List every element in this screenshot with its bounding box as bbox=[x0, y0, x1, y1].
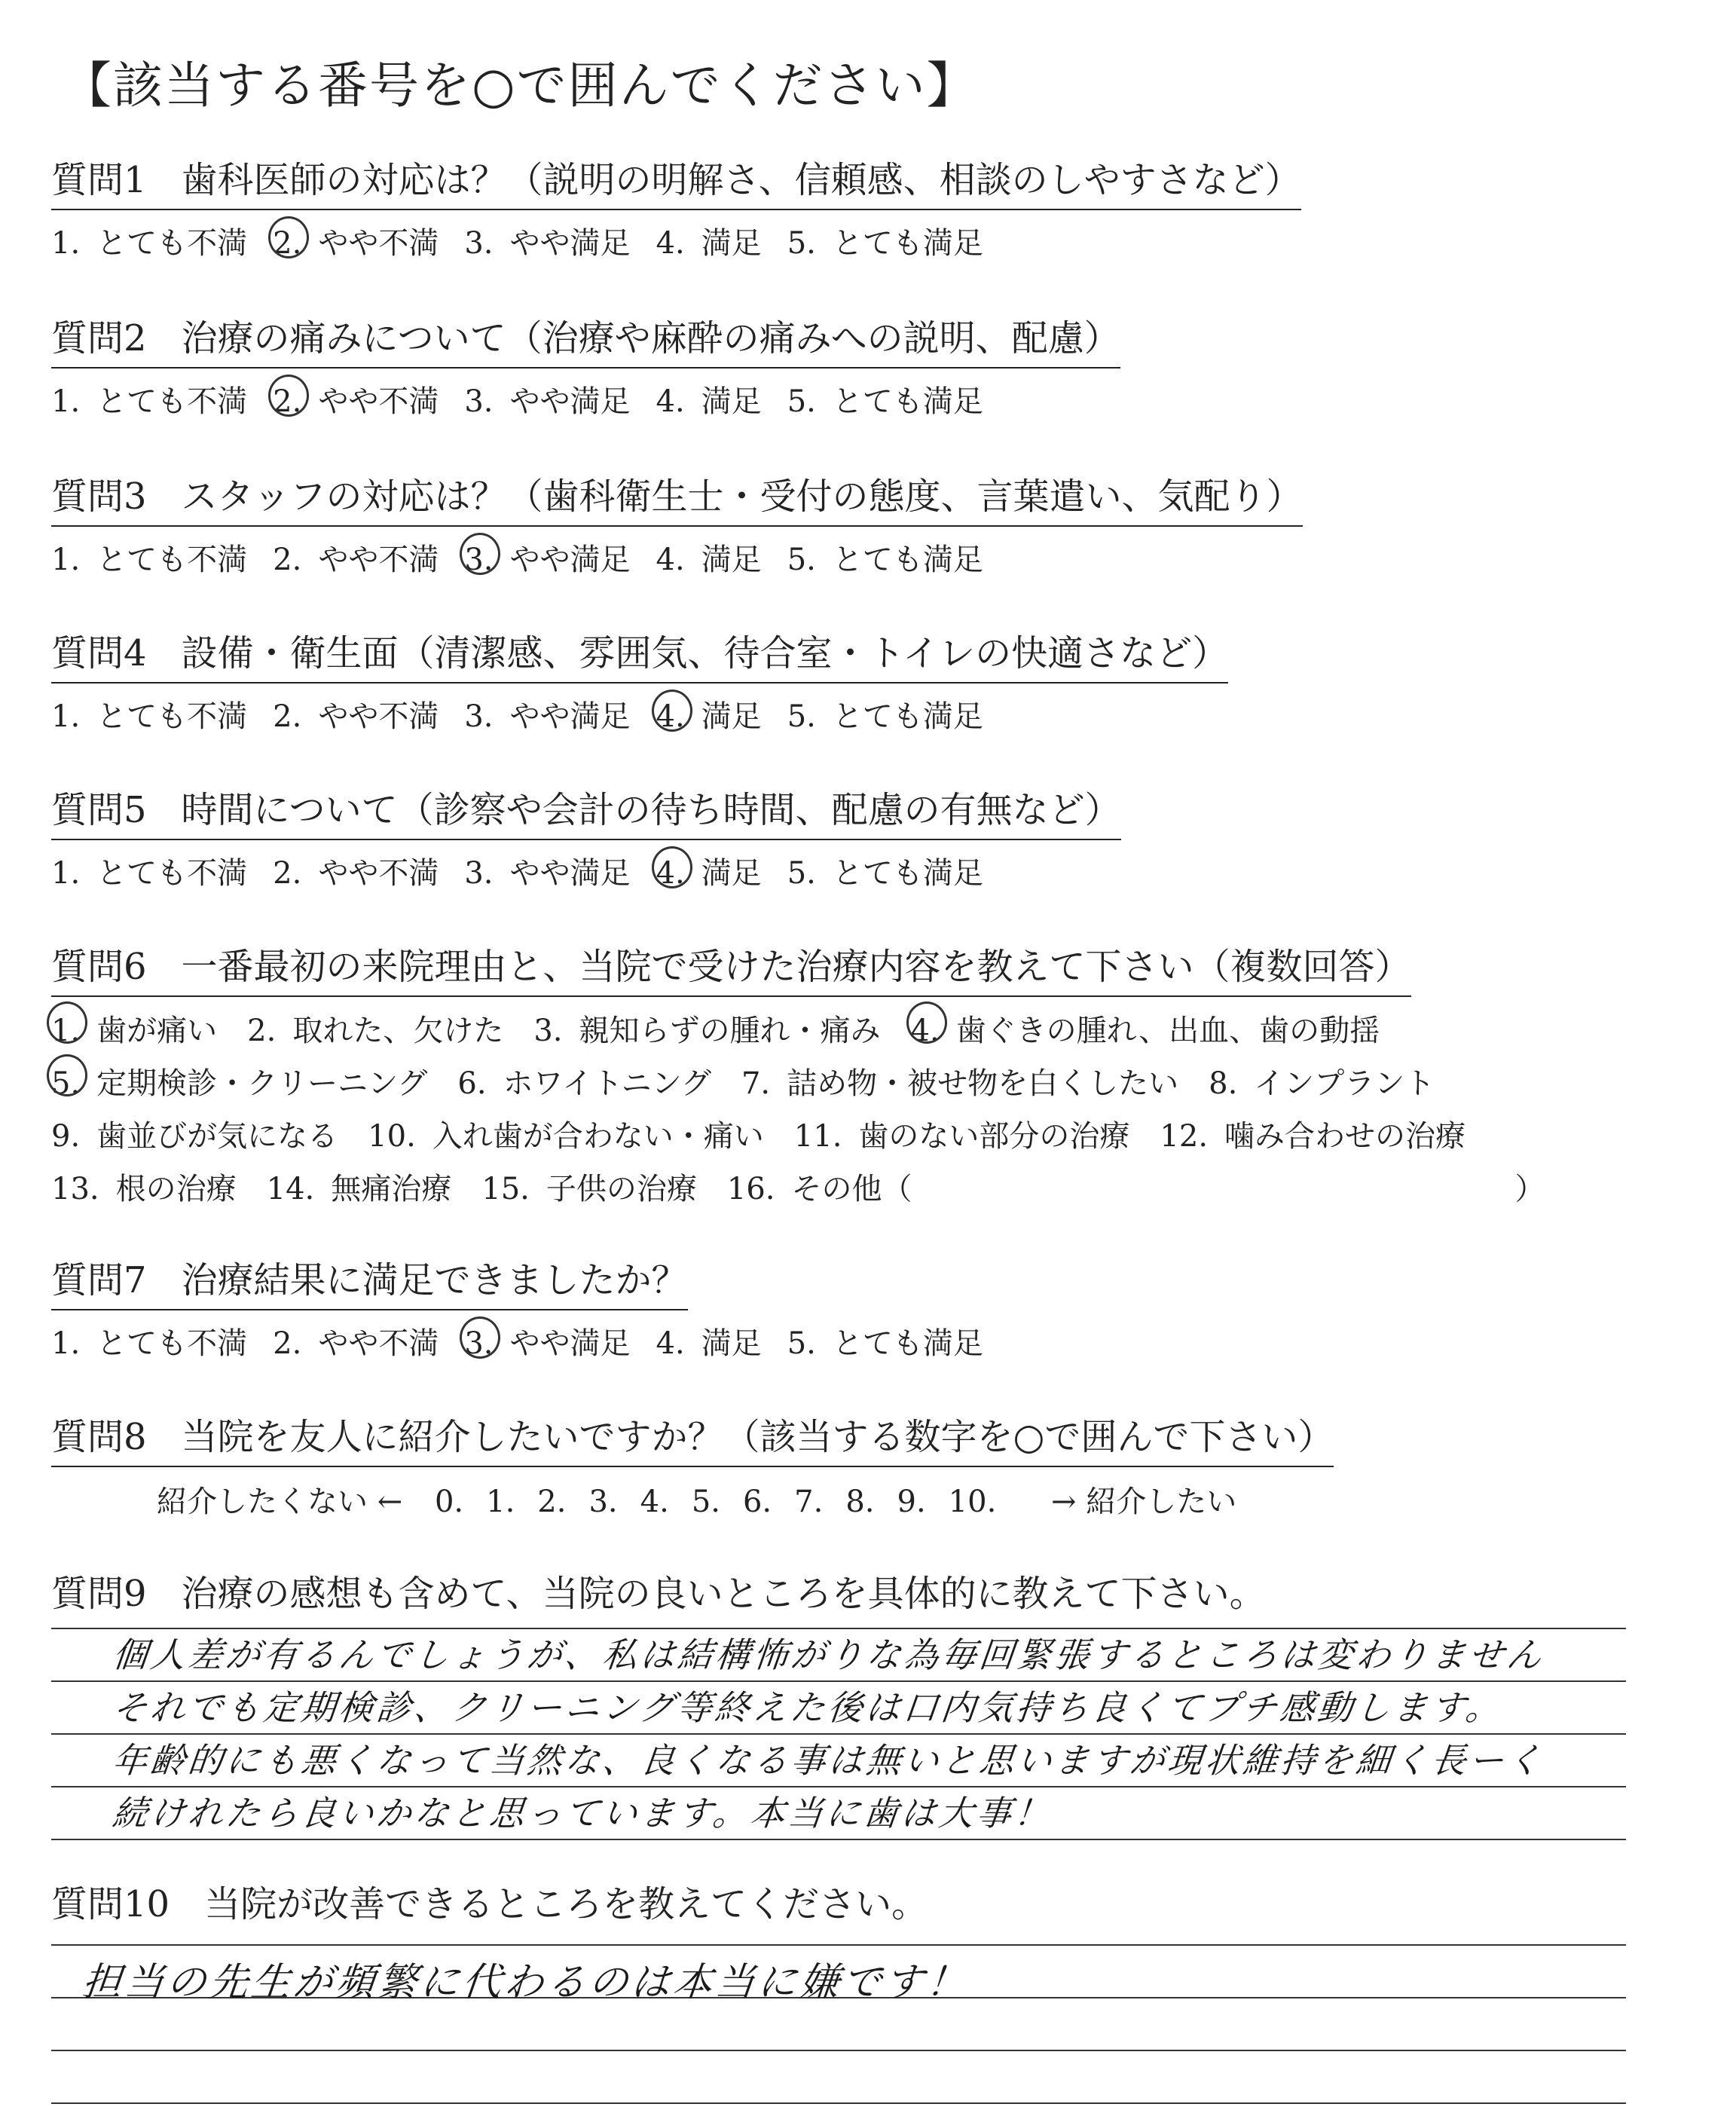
option-number: 4. bbox=[656, 856, 685, 891]
option-label: やや不満 bbox=[318, 384, 439, 419]
answer-option[interactable] bbox=[1209, 1057, 1435, 1110]
option-row bbox=[51, 1110, 1576, 1163]
question-title bbox=[51, 151, 1301, 210]
question-number: 質問6 bbox=[51, 946, 147, 988]
scale-right-label: → 紹介したい bbox=[1051, 1485, 1237, 1519]
answer-option[interactable] bbox=[51, 378, 247, 420]
option-number: 3. bbox=[464, 1326, 494, 1361]
option-number: 2. bbox=[273, 384, 302, 419]
option-label: 詰め物・被せ物を白くしたい bbox=[787, 1066, 1179, 1101]
option-label: やや不満 bbox=[318, 856, 439, 891]
option-number: 5. bbox=[787, 699, 816, 734]
option-number: 13. bbox=[51, 1172, 99, 1206]
question-8 bbox=[51, 1408, 1334, 1521]
option-number: 3. bbox=[464, 699, 494, 734]
handwritten-answer-line: 続けれたら良いかなと思っています。本当に歯は大事！ bbox=[110, 1793, 1054, 1833]
option-label: とても不満 bbox=[96, 699, 248, 734]
question-number: 質問5 bbox=[51, 789, 147, 831]
question-3 bbox=[51, 467, 1303, 579]
option-label: インプラント bbox=[1254, 1066, 1435, 1101]
option-number: 4. bbox=[656, 226, 685, 261]
option-number: 3. bbox=[464, 226, 494, 261]
option-number: 5. bbox=[787, 856, 816, 891]
answer-option[interactable] bbox=[368, 1110, 764, 1163]
scale-value[interactable]: 7. bbox=[794, 1485, 824, 1519]
question-6 bbox=[51, 937, 1576, 1216]
option-number: 5. bbox=[787, 1326, 816, 1361]
option-label: 満足 bbox=[701, 226, 762, 261]
option-label: 親知らずの腫れ・痛み bbox=[579, 1014, 881, 1048]
answer-option[interactable] bbox=[51, 1320, 247, 1362]
option-label: やや不満 bbox=[318, 1326, 439, 1361]
answer-option[interactable] bbox=[656, 536, 762, 579]
question-title bbox=[51, 1251, 688, 1310]
question-number: 質問7 bbox=[51, 1259, 147, 1301]
answer-options bbox=[51, 849, 1121, 892]
answer-option[interactable] bbox=[51, 1057, 427, 1110]
option-number: 3. bbox=[464, 856, 494, 891]
ruled-line bbox=[51, 1839, 1626, 1840]
option-label: とても不満 bbox=[96, 226, 248, 261]
option-number: 2. bbox=[273, 856, 302, 891]
option-label: ホワイトニング bbox=[503, 1066, 711, 1101]
answer-option[interactable] bbox=[794, 1110, 1130, 1163]
question-title bbox=[51, 1408, 1334, 1467]
question-text: 治療の感想も含めて、当院の良いところを具体的に教えて下さい。 bbox=[181, 1573, 1266, 1615]
scale-value[interactable]: 9. bbox=[897, 1485, 926, 1519]
answer-option[interactable] bbox=[51, 536, 247, 579]
option-label: とても満足 bbox=[832, 543, 983, 577]
answer-option[interactable] bbox=[533, 1005, 880, 1057]
option-number: 12. bbox=[1160, 1119, 1209, 1154]
answer-option[interactable] bbox=[273, 219, 439, 262]
option-number: 2. bbox=[273, 226, 302, 261]
option-label: やや満足 bbox=[509, 1326, 631, 1361]
question-title bbox=[51, 624, 1228, 683]
option-label: やや不満 bbox=[318, 699, 439, 734]
option-number: 4. bbox=[656, 1326, 685, 1361]
question-number: 質問8 bbox=[51, 1416, 147, 1458]
option-label: とても満足 bbox=[832, 699, 983, 734]
answer-option[interactable] bbox=[51, 1163, 237, 1216]
option-number: 15. bbox=[481, 1172, 530, 1206]
answer-option[interactable] bbox=[787, 219, 983, 262]
answer-option[interactable] bbox=[247, 1005, 503, 1057]
option-number: 8. bbox=[1209, 1066, 1238, 1101]
question-title bbox=[51, 467, 1303, 527]
scale-value[interactable]: 6. bbox=[742, 1485, 772, 1519]
option-number: 4. bbox=[910, 1014, 940, 1048]
option-number: 6. bbox=[457, 1066, 487, 1101]
answer-option[interactable] bbox=[1160, 1110, 1466, 1163]
answer-option[interactable] bbox=[457, 1057, 711, 1110]
option-label: 満足 bbox=[701, 1326, 762, 1361]
option-number: 4. bbox=[656, 543, 685, 577]
answer-option[interactable] bbox=[273, 849, 439, 892]
option-row bbox=[51, 1005, 1576, 1057]
option-label: 歯のない部分の治療 bbox=[858, 1119, 1130, 1154]
option-number: 3. bbox=[533, 1014, 563, 1048]
answer-option[interactable] bbox=[464, 536, 630, 579]
option-label: やや不満 bbox=[318, 543, 439, 577]
option-label: 満足 bbox=[701, 384, 762, 419]
option-label: 根の治療 bbox=[115, 1172, 237, 1206]
answer-option[interactable] bbox=[464, 693, 630, 735]
question-10 bbox=[51, 1875, 928, 1927]
answer-option[interactable] bbox=[51, 849, 247, 892]
option-number: 1. bbox=[51, 543, 81, 577]
ruled-line bbox=[51, 2050, 1626, 2051]
option-label: とても満足 bbox=[832, 384, 983, 419]
option-number: 7. bbox=[741, 1066, 771, 1101]
question-text: 治療の痛みについて（治療や麻酔の痛みへの説明、配慮） bbox=[181, 317, 1120, 359]
question-1 bbox=[51, 151, 1301, 262]
option-label: その他（ ） bbox=[791, 1172, 1545, 1206]
option-number: 5. bbox=[787, 384, 816, 419]
question-text: 当院を友人に紹介したいですか？（該当する数字を○で囲んで下さい） bbox=[181, 1416, 1334, 1458]
ruled-line bbox=[51, 2102, 1626, 2104]
answer-option[interactable] bbox=[656, 1320, 762, 1362]
option-label: やや満足 bbox=[509, 226, 631, 261]
option-label: とても満足 bbox=[832, 226, 983, 261]
handwritten-answer-line: 個人差が有るんでしょうが、私は結構怖がりな為毎回緊張するところは変わりません bbox=[110, 1634, 1547, 1675]
question-number: 質問10 bbox=[51, 1883, 170, 1925]
option-label: 取れた、欠けた bbox=[292, 1014, 504, 1048]
answer-option[interactable] bbox=[464, 1320, 630, 1362]
option-number: 10. bbox=[368, 1119, 416, 1154]
question-title bbox=[51, 1875, 928, 1927]
option-label: 子供の治療 bbox=[546, 1172, 697, 1206]
option-number: 2. bbox=[273, 1326, 302, 1361]
answer-option[interactable] bbox=[51, 219, 247, 262]
option-label: やや満足 bbox=[509, 384, 631, 419]
option-label: とても不満 bbox=[96, 856, 248, 891]
option-label: 無痛治療 bbox=[331, 1172, 452, 1206]
scale-left-label: 紹介したくない ← bbox=[157, 1485, 403, 1519]
answer-option[interactable] bbox=[464, 849, 630, 892]
option-number: 1. bbox=[51, 856, 81, 891]
question-title bbox=[51, 781, 1121, 840]
option-number: 5. bbox=[787, 543, 816, 577]
question-title bbox=[51, 937, 1411, 997]
answer-option[interactable] bbox=[464, 378, 630, 420]
question-2 bbox=[51, 309, 1120, 420]
question-number: 質問3 bbox=[51, 476, 147, 518]
option-label: とても不満 bbox=[96, 384, 248, 419]
option-label: 入れ歯が合わない・痛い bbox=[432, 1119, 764, 1154]
option-number: 3. bbox=[464, 384, 494, 419]
option-number: 14. bbox=[266, 1172, 315, 1206]
option-number: 3. bbox=[464, 543, 494, 577]
option-label: とても満足 bbox=[832, 856, 983, 891]
option-label: とても満足 bbox=[832, 1326, 983, 1361]
option-label: 満足 bbox=[701, 543, 762, 577]
answer-options bbox=[51, 693, 1228, 735]
answer-option[interactable] bbox=[51, 693, 247, 735]
option-label: 満足 bbox=[701, 699, 762, 734]
question-text: 一番最初の来院理由と、当院で受けた治療内容を教えて下さい（複数回答） bbox=[181, 946, 1411, 988]
answer-option[interactable] bbox=[267, 1163, 452, 1216]
recommend-scale bbox=[157, 1478, 1334, 1521]
option-number: 1. bbox=[51, 1326, 81, 1361]
option-label: やや満足 bbox=[509, 856, 631, 891]
option-number: 4. bbox=[656, 699, 685, 734]
option-label: 歯ぐきの腫れ、出血、歯の動揺 bbox=[955, 1014, 1380, 1048]
question-number: 質問1 bbox=[51, 159, 147, 201]
option-number: 1. bbox=[51, 1014, 81, 1048]
question-text: スタッフの対応は？（歯科衛生士・受付の態度、言葉遣い、気配り） bbox=[181, 476, 1303, 518]
ruled-line bbox=[51, 1944, 1626, 1946]
answer-option[interactable] bbox=[727, 1163, 1545, 1216]
answer-option[interactable] bbox=[51, 1005, 217, 1057]
option-label: 満足 bbox=[701, 856, 762, 891]
option-number: 2. bbox=[273, 543, 302, 577]
question-4 bbox=[51, 624, 1228, 735]
question-title bbox=[51, 309, 1120, 368]
answer-option[interactable] bbox=[656, 849, 762, 892]
option-number: 11. bbox=[793, 1119, 842, 1154]
option-number: 1. bbox=[51, 699, 81, 734]
option-number: 2. bbox=[247, 1014, 277, 1048]
handwritten-answer-line: 担当の先生が頻繁に代わるのは本当に嫌です！ bbox=[80, 1960, 971, 2005]
question-text: 治療結果に満足できましたか？ bbox=[181, 1259, 688, 1301]
handwritten-answer-line: それでも定期検診、クリーニング等終えた後は口内気持ち良くてプチ感動します。 bbox=[110, 1687, 1505, 1728]
option-row bbox=[51, 1163, 1576, 1216]
answer-option[interactable] bbox=[656, 693, 762, 735]
answer-option[interactable] bbox=[787, 1320, 983, 1362]
answer-options bbox=[51, 219, 1301, 262]
scale-value[interactable]: 8. bbox=[845, 1485, 875, 1519]
option-label: 歯並びが気になる bbox=[96, 1119, 338, 1154]
option-label: 定期検診・クリーニング bbox=[96, 1066, 428, 1101]
answer-option[interactable] bbox=[481, 1163, 697, 1216]
option-number: 4. bbox=[656, 384, 685, 419]
page-title: 【該当する番号を○で囲んでください】 bbox=[62, 57, 978, 115]
answer-options bbox=[51, 536, 1303, 579]
answer-options bbox=[51, 1320, 1009, 1362]
question-text: 設備・衛生面（清潔感、雰囲気、待合室・トイレの快適さなど） bbox=[181, 632, 1229, 674]
answer-option[interactable] bbox=[656, 219, 762, 262]
answer-option[interactable] bbox=[273, 536, 439, 579]
question-number: 質問4 bbox=[51, 632, 147, 674]
answer-option[interactable] bbox=[911, 1005, 1380, 1057]
option-label: やや不満 bbox=[318, 226, 439, 261]
option-label: やや満足 bbox=[509, 543, 631, 577]
option-number: 9. bbox=[51, 1119, 81, 1154]
question-7 bbox=[51, 1251, 1009, 1362]
answer-option[interactable] bbox=[656, 378, 762, 420]
question-5 bbox=[51, 781, 1121, 892]
question-text: 当院が改善できるところを教えてください。 bbox=[204, 1883, 928, 1925]
option-label: とても不満 bbox=[96, 1326, 248, 1361]
question-text: 時間について（診察や会計の待ち時間、配慮の有無など） bbox=[181, 789, 1121, 831]
answer-option[interactable] bbox=[273, 1320, 439, 1362]
answer-options bbox=[51, 378, 1120, 420]
scale-values bbox=[435, 1485, 1019, 1519]
answer-option[interactable] bbox=[464, 219, 630, 262]
answer-option[interactable] bbox=[741, 1057, 1178, 1110]
option-number: 5. bbox=[787, 226, 816, 261]
option-label: やや満足 bbox=[509, 699, 631, 734]
option-label: 歯が痛い bbox=[96, 1014, 218, 1048]
answer-option[interactable] bbox=[787, 693, 983, 735]
scale-value[interactable]: 3. bbox=[588, 1485, 618, 1519]
question-number: 質問9 bbox=[51, 1573, 147, 1615]
question-text: 歯科医師の対応は？（説明の明解さ、信頼感、相談のしやすさなど） bbox=[181, 159, 1301, 201]
answer-option[interactable] bbox=[787, 536, 983, 579]
option-number: 1. bbox=[51, 226, 81, 261]
question-title bbox=[51, 1564, 1266, 1616]
scale-value[interactable]: 4. bbox=[640, 1485, 669, 1519]
scale-value[interactable]: 0. bbox=[434, 1485, 464, 1519]
scale-value[interactable]: 10. bbox=[948, 1485, 997, 1519]
option-number: 1. bbox=[51, 384, 81, 419]
answer-option[interactable] bbox=[273, 693, 439, 735]
answer-option[interactable] bbox=[787, 378, 983, 420]
answer-option[interactable] bbox=[273, 378, 439, 420]
scale-value[interactable]: 2. bbox=[537, 1485, 567, 1519]
scale-value[interactable]: 1. bbox=[486, 1485, 515, 1519]
option-label: 噛み合わせの治療 bbox=[1224, 1119, 1466, 1154]
option-number: 16. bbox=[726, 1172, 775, 1206]
multi-answer-options bbox=[51, 1005, 1576, 1216]
question-number: 質問2 bbox=[51, 317, 147, 359]
option-number: 5. bbox=[51, 1066, 81, 1101]
option-label: とても不満 bbox=[96, 543, 248, 577]
option-number: 2. bbox=[273, 699, 302, 734]
option-row bbox=[51, 1057, 1576, 1110]
answer-option[interactable] bbox=[787, 849, 983, 892]
answer-option[interactable] bbox=[51, 1110, 338, 1163]
question-9 bbox=[51, 1564, 1266, 1616]
handwritten-answer-line: 年齢的にも悪くなって当然な、良くなる事は無いと思いますが現状維持を細く長ーく bbox=[110, 1740, 1547, 1781]
scale-value[interactable]: 5. bbox=[691, 1485, 720, 1519]
